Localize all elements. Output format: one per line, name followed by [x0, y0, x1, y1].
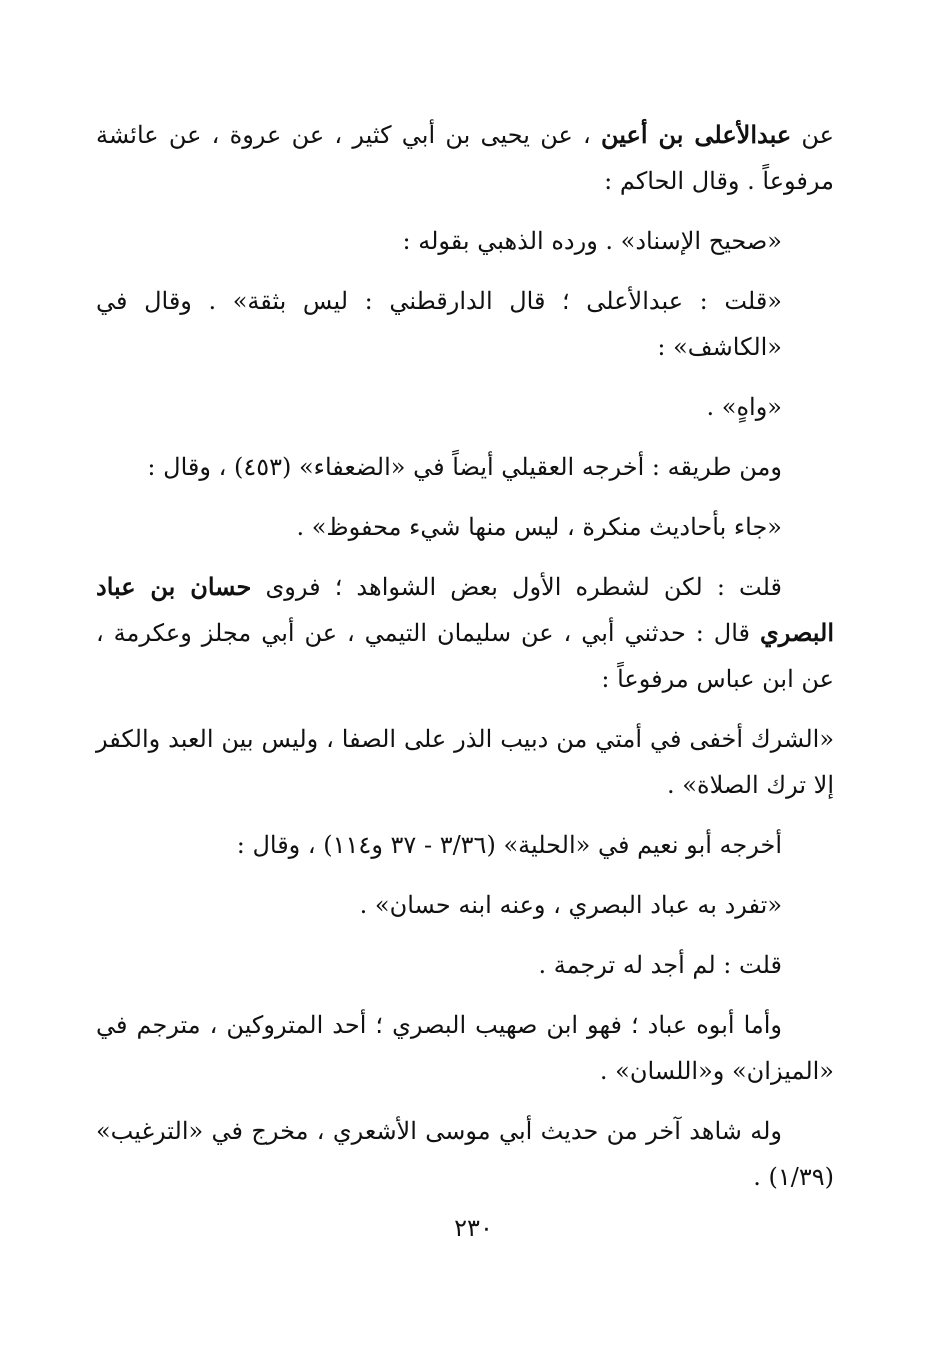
paragraph-hilya-source: أخرجه أبو نعيم في «الحلية» (٣/٣٦ - ٣٧ و١١٤) ، وقال : — [236, 831, 782, 859]
text-span: قال : حدثني أبي ، عن سليمان التيمي ، عن أبي مجلز وعكرمة ، عن ابن عباس مرفوعاً : — [96, 619, 834, 693]
paragraph-uqaili-source: ومن طريقه : أخرجه العقيلي أيضاً في «الضعفاء» (٤٥٣) ، وقال : — [147, 453, 782, 481]
paragraph-isnad-aisha — [96, 112, 834, 204]
paragraph-shawahid — [96, 564, 834, 702]
paragraph-kashif-quote: «واهٍ» . — [706, 393, 782, 421]
paragraph-hakim-quote: «صحيح الإسناد» . ورده الذهبي بقوله : — [402, 227, 782, 255]
paragraph-hadith-text: «الشرك أخفى في أمتي من دبيب الذر على الصفا ، وليس بين العبد والكفر إلا ترك الصلاة» . — [96, 725, 835, 799]
narrator-name-bold: عبدالأعلى بن أعين — [601, 120, 792, 149]
text-span: ، عن يحيى بن أبي كثير ، عن عروة ، عن عائشة مرفوعاً . وقال الحاكم : — [96, 121, 834, 195]
paragraph-no-biography: قلت : لم أجد له ترجمة . — [538, 951, 782, 979]
paragraph-dhahabi-quote: «قلت : عبدالأعلى ؛ قال الدارقطني : ليس بثقة» . وقال في «الكاشف» : — [96, 287, 782, 361]
page-number: ٢٣٠ — [454, 1214, 493, 1242]
paragraph-abu-musa-witness: وله شاهد آخر من حديث أبي موسى الأشعري ، مخرج في «الترغيب» (١/٣٩) . — [96, 1117, 834, 1191]
paragraph-uqaili-quote: «جاء بأحاديث منكرة ، ليس منها شيء محفوظ» . — [296, 513, 782, 541]
paragraph-abbad-father: وأما أبوه عباد ؛ فهو ابن صهيب البصري ؛ أحد المتروكين ، مترجم في «الميزان» و«اللسان» . — [96, 1011, 834, 1085]
narrator-name-bold: حسان بن عباد البصري — [96, 572, 834, 647]
paragraph-abu-nuaim-quote: «تفرد به عباد البصري ، وعنه ابنه حسان» . — [359, 891, 782, 919]
text-span: عن — [791, 121, 834, 149]
text-span: قلت : لكن لشطره الأول بعض الشواهد ؛ فروى — [251, 573, 782, 601]
page-body — [96, 112, 834, 1214]
